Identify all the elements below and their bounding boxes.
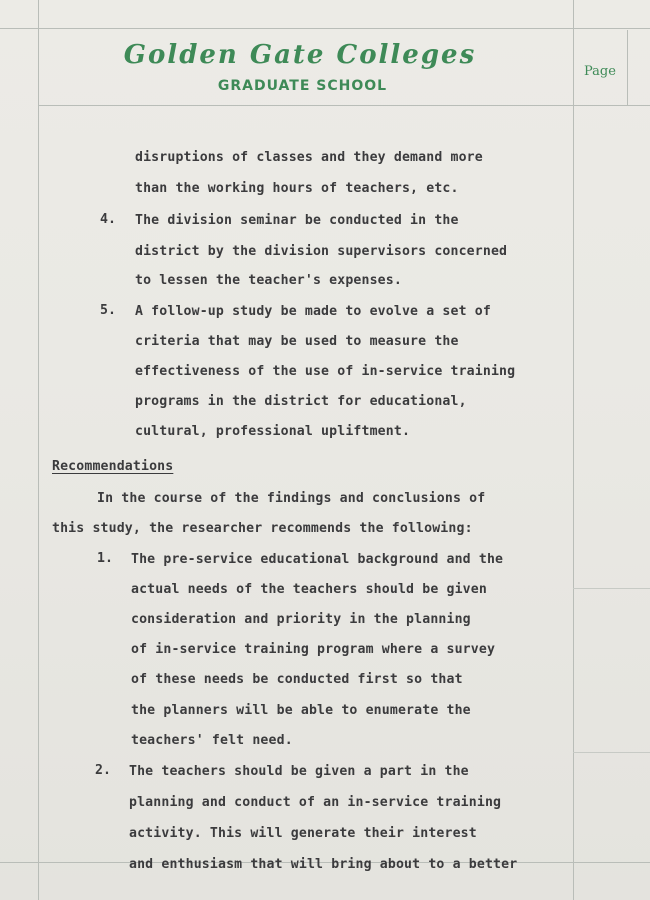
body-line: The division seminar be conducted in the bbox=[135, 213, 459, 228]
item-number: 2. bbox=[95, 763, 111, 778]
body-line: In the course of the findings and conclusions of bbox=[97, 491, 486, 506]
body-line: A follow-up study be made to evolve a set of bbox=[135, 304, 491, 319]
body-line: teachers' felt need. bbox=[131, 733, 293, 748]
institution-name: Golden Gate Colleges bbox=[123, 40, 477, 70]
body-line: district by the division supervisors concerned bbox=[135, 244, 508, 259]
body-line: and enthusiasm that will bring about to a better bbox=[129, 857, 518, 872]
form-rule-margin-1 bbox=[573, 588, 650, 589]
body-line: The teachers should be given a part in the bbox=[129, 764, 469, 779]
form-rule-top bbox=[0, 28, 650, 29]
body-line: to lessen the teacher's expenses. bbox=[135, 273, 402, 288]
body-line: activity. This will generate their interest bbox=[129, 826, 477, 841]
body-line: disruptions of classes and they demand more bbox=[135, 150, 483, 165]
form-rule-right bbox=[573, 0, 574, 900]
body-line: cultural, professional upliftment. bbox=[135, 424, 411, 439]
body-line: consideration and priority in the planning bbox=[131, 612, 471, 627]
form-rule-left bbox=[38, 0, 39, 900]
body-line: effectiveness of the use of in-service training bbox=[135, 364, 516, 379]
form-rule-margin-2 bbox=[573, 752, 650, 753]
page-label: Page bbox=[584, 64, 616, 79]
body-line: criteria that may be used to measure the bbox=[135, 334, 459, 349]
body-line: this study, the researcher recommends the following: bbox=[52, 521, 473, 536]
form-rule-header-bottom bbox=[38, 105, 650, 106]
school-name: GRADUATE SCHOOL bbox=[217, 78, 388, 94]
body-line: programs in the district for educational, bbox=[135, 394, 467, 409]
item-number: 1. bbox=[97, 551, 113, 566]
body-line: than the working hours of teachers, etc. bbox=[135, 181, 459, 196]
body-line: of in-service training program where a survey bbox=[131, 642, 496, 657]
form-rule-page-box bbox=[627, 30, 628, 105]
body-line: The pre-service educational background and the bbox=[131, 552, 504, 567]
body-line: the planners will be able to enumerate the bbox=[131, 703, 471, 718]
section-heading: Recommendations bbox=[52, 459, 174, 474]
body-line: planning and conduct of an in-service training bbox=[129, 795, 502, 810]
item-number: 4. bbox=[100, 212, 116, 227]
body-line: actual needs of the teachers should be given bbox=[131, 582, 487, 597]
item-number: 5. bbox=[100, 303, 116, 318]
body-line: of these needs be conducted first so that bbox=[131, 672, 463, 687]
